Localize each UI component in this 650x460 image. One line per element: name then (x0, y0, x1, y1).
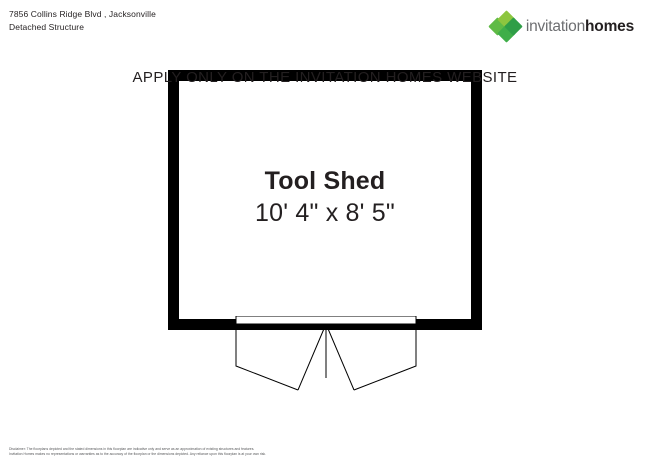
door-swing-group (168, 316, 482, 402)
disclaimer (9, 447, 641, 457)
logo-wordmark (526, 18, 634, 36)
room-dimensions: 10' 4" x 8' 5" (255, 199, 395, 227)
page-header (0, 0, 650, 56)
room-label (168, 166, 482, 230)
address-line-1: 7856 Collins Ridge Blvd , Jacksonville (9, 9, 156, 19)
invitation-homes-logo (491, 13, 634, 41)
room-name: Tool Shed (264, 167, 386, 195)
logo-word-invitation: invitation (525, 18, 586, 35)
logo-word-homes: homes (585, 18, 634, 35)
address-line-2: Detached Structure (9, 22, 85, 32)
disclaimer-line-2: Invitation Homes makes no representations or warranties as to the accuracy of the floorplan or the dimensions depicted. Any reliance upon this floorplan is at your own risk. (9, 451, 267, 456)
logo-diamond-icon (491, 13, 519, 41)
property-address (9, 8, 156, 34)
disclaimer-line-1: Disclaimer: The floorplans depicted and the stated dimensions in this floorplan are indicative only and serve as an approximation of existing structures and features. (9, 446, 255, 451)
floorplan-diagram (168, 70, 482, 330)
watermark-text: APPLY ONLY ON THE INVITATION HOMES WEBSITE (132, 69, 518, 86)
door-swing-icon (168, 316, 482, 402)
